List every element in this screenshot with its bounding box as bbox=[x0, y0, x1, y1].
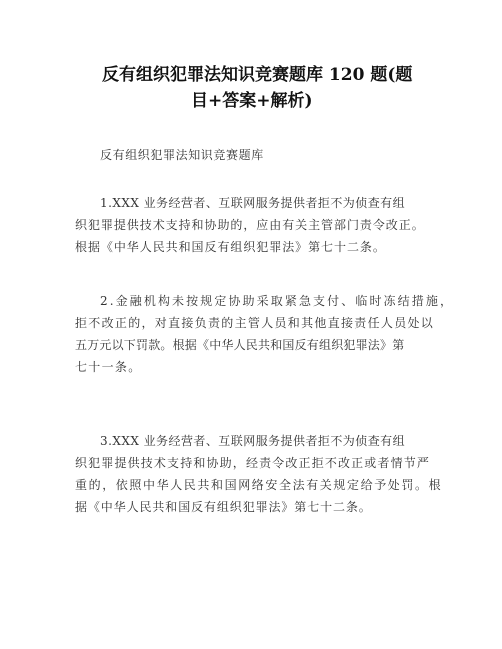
question-paragraph-2 bbox=[75, 290, 455, 378]
document-title bbox=[102, 62, 442, 114]
paragraph-line: 重的，依照中华人民共和国网络安全法有关规定给予处罚。根 bbox=[75, 478, 443, 492]
paragraph-line: 拒不改正的，对直接负责的主管人员和其他直接责任人员处以 bbox=[75, 316, 435, 330]
paragraph-line: 七十一条。 bbox=[75, 360, 142, 374]
paragraph-line: 五万元以下罚款。根据《中华人民共和国反有组织犯罪法》第 bbox=[75, 338, 405, 352]
title-line-2: 目+答案+解析) bbox=[191, 91, 313, 111]
question-paragraph-3 bbox=[75, 430, 443, 518]
paragraph-line: 根据《中华人民共和国反有组织犯罪法》第七十二条。 bbox=[75, 240, 386, 254]
paragraph-line: 据《中华人民共和国反有组织犯罪法》第七十二条。 bbox=[75, 500, 372, 514]
paragraph-line: 1.XXX 业务经营者、互联网服务提供者拒不为侦查有组 bbox=[100, 196, 406, 210]
paragraph-line: 2.金融机构未按规定协助采取紧急支付、临时冻结措施， bbox=[100, 294, 455, 308]
paragraph-line: 3.XXX 业务经营者、互联网服务提供者拒不为侦查有组 bbox=[100, 434, 406, 448]
document-subtitle: 反有组织犯罪法知识竞赛题库 bbox=[100, 148, 264, 162]
paragraph-line: 织犯罪提供技术支持和协助，经责令改正拒不改正或者情节严 bbox=[75, 456, 431, 470]
question-paragraph-1 bbox=[75, 192, 440, 258]
title-line-1: 反有组织犯罪法知识竞赛题库 120 题(题 bbox=[102, 65, 413, 85]
paragraph-line: 织犯罪提供技术支持和协助的，应由有关主管部门责令改正。 bbox=[75, 218, 425, 232]
